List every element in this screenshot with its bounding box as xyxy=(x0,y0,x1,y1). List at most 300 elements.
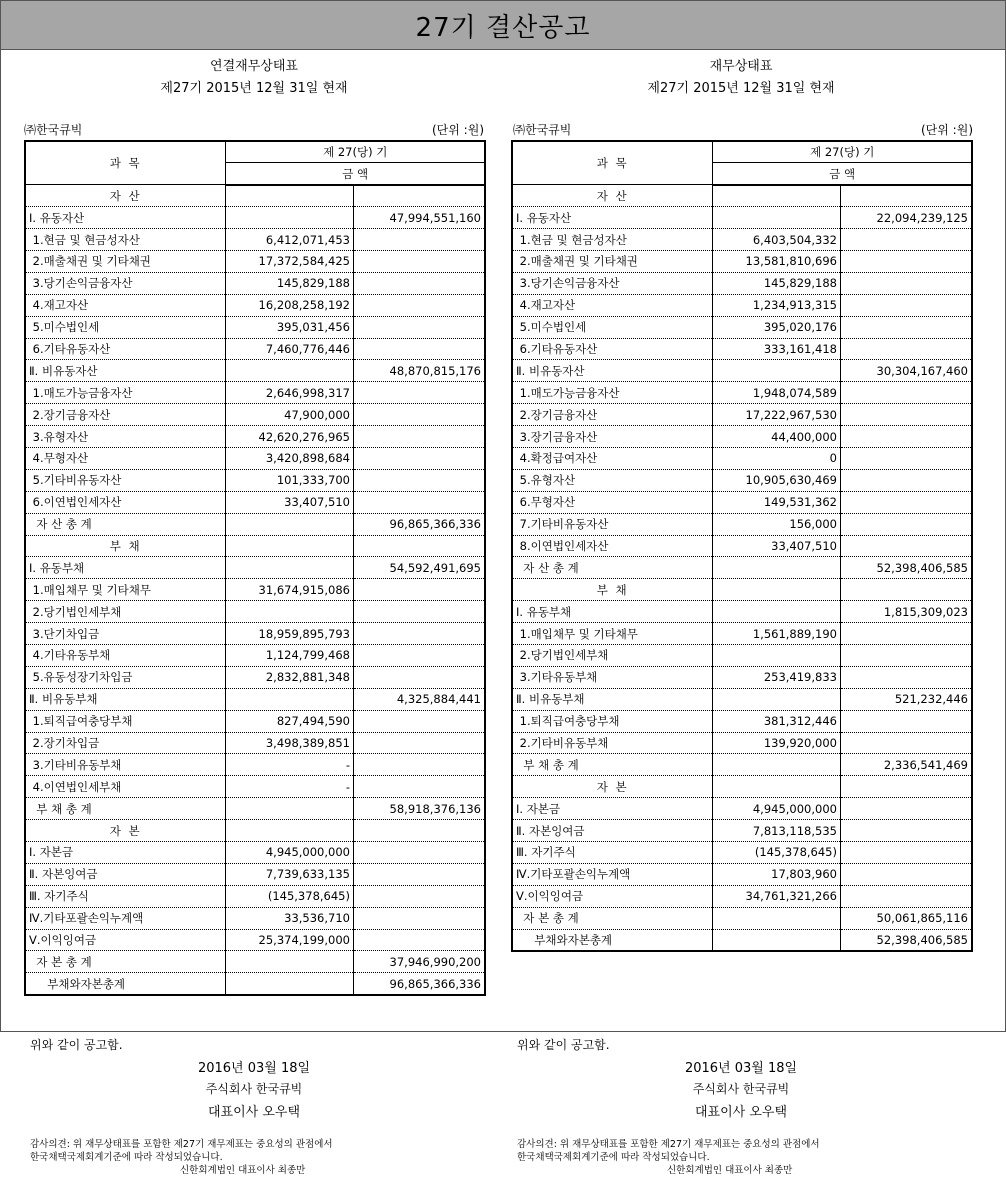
item-amount-cell: 145,829,188 xyxy=(226,272,354,294)
total-amount-cell xyxy=(840,820,972,842)
item-amount-cell: 34,761,321,266 xyxy=(713,885,841,907)
total-amount-cell: 96,865,366,336 xyxy=(353,513,485,535)
total-amount-cell: 96,865,366,336 xyxy=(353,973,485,995)
item-amount-cell: 17,803,960 xyxy=(713,863,841,885)
total-amount-cell: 4,325,884,441 xyxy=(353,688,485,710)
account-column-header: 과 목 xyxy=(512,141,713,185)
table-row xyxy=(512,272,972,294)
account-name-cell: 2.장기차입금 xyxy=(25,732,226,754)
item-amount-cell: 381,312,446 xyxy=(713,710,841,732)
table-row xyxy=(512,469,972,491)
total-amount-cell: 50,061,865,116 xyxy=(840,907,972,929)
left-notice-text: 위와 같이 공고함. xyxy=(30,1038,123,1052)
account-name-cell: 부 채 총 계 xyxy=(512,754,713,776)
account-name-cell: 5.미수법인세 xyxy=(512,316,713,338)
total-amount-cell: 58,918,376,136 xyxy=(353,798,485,820)
item-amount-cell xyxy=(713,776,841,798)
item-amount-cell: 42,620,276,965 xyxy=(226,426,354,448)
table-row xyxy=(512,579,972,601)
table-row xyxy=(25,316,485,338)
account-name-cell: 2.장기금융자산 xyxy=(25,404,226,426)
total-amount-cell xyxy=(840,644,972,666)
total-amount-cell xyxy=(353,754,485,776)
account-name-cell: 5.기타비유동자산 xyxy=(25,469,226,491)
item-amount-cell: 2,646,998,317 xyxy=(226,382,354,404)
account-name-cell: 자 산 xyxy=(512,185,713,207)
total-amount-cell xyxy=(353,294,485,316)
total-amount-cell: 48,870,815,176 xyxy=(353,360,485,382)
table-row xyxy=(25,513,485,535)
item-amount-cell: 3,498,389,851 xyxy=(226,732,354,754)
amount-column-header: 금 액 xyxy=(226,163,485,185)
total-amount-cell: 1,815,309,023 xyxy=(840,601,972,623)
item-amount-cell: 827,494,590 xyxy=(226,710,354,732)
auditor-signature: 신한회계법인 대표이사 최종만 xyxy=(667,1165,793,1176)
item-amount-cell: 1,561,889,190 xyxy=(713,623,841,645)
item-amount-cell: 7,460,776,446 xyxy=(226,338,354,360)
right-notice-date: 2016년 03월 18일 xyxy=(684,1061,798,1076)
table-row xyxy=(25,535,485,557)
total-amount-cell xyxy=(353,929,485,951)
total-amount-cell xyxy=(840,469,972,491)
left-statement-title: 연결재무상태표 xyxy=(210,59,298,74)
table-header-row xyxy=(512,141,972,163)
item-amount-cell: 25,374,199,000 xyxy=(226,929,354,951)
item-amount-cell: - xyxy=(226,776,354,798)
table-row xyxy=(25,294,485,316)
total-amount-cell xyxy=(353,469,485,491)
item-amount-cell xyxy=(226,820,354,842)
auditor-signature: 신한회계법인 대표이사 최종만 xyxy=(180,1165,306,1176)
table-header-row xyxy=(25,141,485,163)
table-row xyxy=(512,535,972,557)
item-amount-cell xyxy=(226,798,354,820)
left-audit-opinion xyxy=(30,1138,500,1177)
account-name-cell: Ⅰ. 자본금 xyxy=(25,842,226,864)
total-amount-cell xyxy=(840,250,972,272)
audit-line-2: 한국채택국제회계기준에 따라 작성되었습니다. xyxy=(30,1152,223,1163)
table-row xyxy=(25,710,485,732)
account-name-cell: 5.유형자산 xyxy=(512,469,713,491)
account-name-cell: Ⅴ.이익잉여금 xyxy=(25,929,226,951)
total-amount-cell xyxy=(840,272,972,294)
table-row xyxy=(512,316,972,338)
right-audit-opinion xyxy=(517,1138,987,1177)
item-amount-cell xyxy=(226,513,354,535)
total-amount-cell xyxy=(840,404,972,426)
account-name-cell: 3.당기손익금융자산 xyxy=(512,272,713,294)
item-amount-cell: 253,419,833 xyxy=(713,666,841,688)
total-amount-cell xyxy=(353,185,485,207)
total-amount-cell: 47,994,551,160 xyxy=(353,207,485,229)
right-statement-title: 재무상태표 xyxy=(709,59,773,74)
account-name-cell: 자 산 총 계 xyxy=(25,513,226,535)
table-row xyxy=(512,404,972,426)
item-amount-cell xyxy=(226,185,354,207)
table-row xyxy=(25,732,485,754)
total-amount-cell: 52,398,406,585 xyxy=(840,557,972,579)
item-amount-cell: 1,124,799,468 xyxy=(226,644,354,666)
table-row xyxy=(25,207,485,229)
total-amount-cell xyxy=(840,666,972,688)
item-amount-cell: 4,945,000,000 xyxy=(226,842,354,864)
total-amount-cell xyxy=(840,382,972,404)
item-amount-cell: 16,208,258,192 xyxy=(226,294,354,316)
item-amount-cell xyxy=(226,557,354,579)
account-name-cell: Ⅱ. 자본잉여금 xyxy=(512,820,713,842)
table-row xyxy=(512,688,972,710)
table-row xyxy=(512,820,972,842)
item-amount-cell: 33,536,710 xyxy=(226,907,354,929)
total-amount-cell xyxy=(840,776,972,798)
right-balance-sheet-table xyxy=(511,140,973,952)
item-amount-cell: 3,420,898,684 xyxy=(226,447,354,469)
period-column-header: 제 27(당) 기 xyxy=(226,141,485,163)
table-row xyxy=(25,798,485,820)
total-amount-cell: 2,336,541,469 xyxy=(840,754,972,776)
item-amount-cell xyxy=(713,644,841,666)
item-amount-cell: (145,378,645) xyxy=(226,885,354,907)
table-row xyxy=(512,644,972,666)
table-row xyxy=(25,863,485,885)
right-ceo-signature: 대표이사 오우택 xyxy=(694,1105,788,1120)
account-name-cell: 3.당기손익금융자산 xyxy=(25,272,226,294)
item-amount-cell: 33,407,510 xyxy=(226,491,354,513)
total-amount-cell xyxy=(353,316,485,338)
total-amount-cell xyxy=(353,447,485,469)
account-name-cell: Ⅳ.기타포괄손익누계액 xyxy=(25,907,226,929)
total-amount-cell xyxy=(840,842,972,864)
total-amount-cell xyxy=(840,447,972,469)
item-amount-cell: 0 xyxy=(713,447,841,469)
item-amount-cell: 333,161,418 xyxy=(713,338,841,360)
right-notice-text: 위와 같이 공고함. xyxy=(517,1038,610,1052)
audit-line-1: 감사의견: 위 재무상태표를 포함한 제27기 재무제표는 중요성의 관점에서 xyxy=(517,1139,820,1150)
total-amount-cell xyxy=(353,885,485,907)
total-amount-cell xyxy=(353,623,485,645)
table-row xyxy=(25,623,485,645)
left-unit-label: (단위 :원) xyxy=(432,123,484,137)
account-name-cell: 7.기타비유동자산 xyxy=(512,513,713,535)
account-name-cell: 4.무형자산 xyxy=(25,447,226,469)
table-row xyxy=(25,601,485,623)
account-name-cell: Ⅴ.이익잉여금 xyxy=(512,885,713,907)
audit-line-1: 감사의견: 위 재무상태표를 포함한 제27기 재무제표는 중요성의 관점에서 xyxy=(30,1139,333,1150)
total-amount-cell xyxy=(353,666,485,688)
total-amount-cell xyxy=(840,185,972,207)
account-name-cell: 6.이연법인세자산 xyxy=(25,491,226,513)
page-title: 27기 결산공고 xyxy=(415,12,591,43)
item-amount-cell xyxy=(713,907,841,929)
item-amount-cell: 17,372,584,425 xyxy=(226,250,354,272)
right-company-signature: 주식회사 한국큐빅 xyxy=(692,1082,790,1096)
audit-line-2: 한국채택국제회계기준에 따라 작성되었습니다. xyxy=(517,1152,710,1163)
table-row xyxy=(512,601,972,623)
total-amount-cell xyxy=(353,644,485,666)
item-amount-cell: 4,945,000,000 xyxy=(713,798,841,820)
account-name-cell: Ⅱ. 비유동자산 xyxy=(512,360,713,382)
account-name-cell: Ⅳ.기타포괄손익누계액 xyxy=(512,863,713,885)
total-amount-cell xyxy=(840,798,972,820)
table-row xyxy=(25,929,485,951)
item-amount-cell xyxy=(226,973,354,995)
table-row xyxy=(25,820,485,842)
total-amount-cell: 37,946,990,200 xyxy=(353,951,485,973)
total-amount-cell xyxy=(353,842,485,864)
account-name-cell: Ⅲ. 자기주식 xyxy=(512,842,713,864)
item-amount-cell: 33,407,510 xyxy=(713,535,841,557)
total-amount-cell xyxy=(353,382,485,404)
account-name-cell: 6.기타유동자산 xyxy=(25,338,226,360)
item-amount-cell: 13,581,810,696 xyxy=(713,250,841,272)
table-row xyxy=(512,842,972,864)
table-row xyxy=(25,688,485,710)
account-name-cell: 4.재고자산 xyxy=(25,294,226,316)
item-amount-cell: 145,829,188 xyxy=(713,272,841,294)
account-name-cell: 3.장기금융자산 xyxy=(512,426,713,448)
table-row xyxy=(25,338,485,360)
account-name-cell: Ⅱ. 비유동부채 xyxy=(512,688,713,710)
account-name-cell: 4.이연법인세부채 xyxy=(25,776,226,798)
account-name-cell: 4.확정급여자산 xyxy=(512,447,713,469)
table-row xyxy=(25,272,485,294)
account-name-cell: Ⅰ. 유동부채 xyxy=(512,601,713,623)
account-name-cell: 3.유형자산 xyxy=(25,426,226,448)
right-unit-label: (단위 :원) xyxy=(921,123,973,137)
table-row xyxy=(512,447,972,469)
table-row xyxy=(512,513,972,535)
table-row xyxy=(512,885,972,907)
account-name-cell: 부 채 xyxy=(25,535,226,557)
account-name-cell: 1.매도가능금융자산 xyxy=(25,382,226,404)
item-amount-cell xyxy=(713,557,841,579)
left-company-line xyxy=(24,121,486,138)
table-row xyxy=(512,929,972,951)
item-amount-cell xyxy=(226,207,354,229)
total-amount-cell xyxy=(840,710,972,732)
item-amount-cell: 6,403,504,332 xyxy=(713,229,841,251)
table-row xyxy=(25,776,485,798)
account-name-cell: 8.이연법인세자산 xyxy=(512,535,713,557)
account-name-cell: 자 본 총 계 xyxy=(512,907,713,929)
table-row xyxy=(25,382,485,404)
left-statement-date: 제27기 2015년 12월 31일 현재 xyxy=(160,81,348,96)
item-amount-cell xyxy=(713,688,841,710)
item-amount-cell: 139,920,000 xyxy=(713,732,841,754)
total-amount-cell xyxy=(840,863,972,885)
total-amount-cell xyxy=(353,907,485,929)
item-amount-cell: - xyxy=(226,754,354,776)
account-name-cell: Ⅲ. 자기주식 xyxy=(25,885,226,907)
table-row xyxy=(25,185,485,207)
account-name-cell: 3.기타유동부채 xyxy=(512,666,713,688)
table-row xyxy=(25,885,485,907)
item-amount-cell xyxy=(226,688,354,710)
total-amount-cell: 22,094,239,125 xyxy=(840,207,972,229)
table-row xyxy=(512,666,972,688)
total-amount-cell xyxy=(840,229,972,251)
item-amount-cell xyxy=(713,601,841,623)
total-amount-cell: 52,398,406,585 xyxy=(840,929,972,951)
account-name-cell: 1.매입채무 및 기타채무 xyxy=(25,579,226,601)
item-amount-cell: 7,739,633,135 xyxy=(226,863,354,885)
total-amount-cell xyxy=(353,732,485,754)
account-name-cell: Ⅰ. 자본금 xyxy=(512,798,713,820)
total-amount-cell xyxy=(353,272,485,294)
table-row xyxy=(512,426,972,448)
table-row xyxy=(25,973,485,995)
left-company-name: ㈜한국큐빅 xyxy=(24,123,83,137)
total-amount-cell xyxy=(840,294,972,316)
left-company-signature: 주식회사 한국큐빅 xyxy=(205,1082,303,1096)
total-amount-cell xyxy=(840,535,972,557)
notice-header xyxy=(0,0,1006,50)
account-name-cell: 자 본 xyxy=(512,776,713,798)
table-row xyxy=(512,732,972,754)
table-row xyxy=(512,863,972,885)
item-amount-cell: 2,832,881,348 xyxy=(226,666,354,688)
table-row xyxy=(512,250,972,272)
account-name-cell: 3.단기차입금 xyxy=(25,623,226,645)
account-name-cell: 1.현금 및 현금성자산 xyxy=(512,229,713,251)
table-row xyxy=(512,207,972,229)
table-row xyxy=(512,754,972,776)
total-amount-cell xyxy=(840,426,972,448)
total-amount-cell xyxy=(840,316,972,338)
table-row xyxy=(512,338,972,360)
item-amount-cell xyxy=(226,535,354,557)
account-name-cell: 5.유동성장기차입금 xyxy=(25,666,226,688)
total-amount-cell xyxy=(840,885,972,907)
total-amount-cell xyxy=(840,623,972,645)
item-amount-cell: 17,222,967,530 xyxy=(713,404,841,426)
account-name-cell: 6.무형자산 xyxy=(512,491,713,513)
account-name-cell: 2.장기금융자산 xyxy=(512,404,713,426)
total-amount-cell xyxy=(353,579,485,601)
table-row xyxy=(512,907,972,929)
account-name-cell: Ⅰ. 유동부채 xyxy=(25,557,226,579)
total-amount-cell xyxy=(353,776,485,798)
account-name-cell: 1.매도가능금융자산 xyxy=(512,382,713,404)
account-name-cell: 4.기타유동부채 xyxy=(25,644,226,666)
total-amount-cell xyxy=(840,338,972,360)
item-amount-cell: 1,234,913,315 xyxy=(713,294,841,316)
total-amount-cell xyxy=(353,491,485,513)
total-amount-cell: 521,232,446 xyxy=(840,688,972,710)
account-name-cell: 부채와자본총계 xyxy=(25,973,226,995)
account-name-cell: 부채와자본총계 xyxy=(512,929,713,951)
item-amount-cell: (145,378,645) xyxy=(713,842,841,864)
table-row xyxy=(25,360,485,382)
table-row xyxy=(25,229,485,251)
account-name-cell: 1.퇴직급여충당부채 xyxy=(25,710,226,732)
item-amount-cell: 31,674,915,086 xyxy=(226,579,354,601)
total-amount-cell xyxy=(353,426,485,448)
table-row xyxy=(25,469,485,491)
total-amount-cell xyxy=(353,863,485,885)
right-statement-date: 제27기 2015년 12월 31일 현재 xyxy=(647,81,835,96)
table-row xyxy=(25,404,485,426)
item-amount-cell xyxy=(226,360,354,382)
left-balance-sheet-table xyxy=(24,140,486,996)
table-row xyxy=(512,491,972,513)
item-amount-cell: 47,900,000 xyxy=(226,404,354,426)
table-row xyxy=(25,557,485,579)
item-amount-cell xyxy=(713,754,841,776)
total-amount-cell xyxy=(353,338,485,360)
account-name-cell: 1.퇴직급여충당부채 xyxy=(512,710,713,732)
account-name-cell: 4.재고자산 xyxy=(512,294,713,316)
item-amount-cell xyxy=(226,951,354,973)
account-name-cell: 3.기타비유동부채 xyxy=(25,754,226,776)
table-row xyxy=(512,382,972,404)
table-row xyxy=(25,491,485,513)
total-amount-cell xyxy=(353,710,485,732)
item-amount-cell: 101,333,700 xyxy=(226,469,354,491)
right-company-name: ㈜한국큐빅 xyxy=(513,123,572,137)
table-row xyxy=(512,557,972,579)
item-amount-cell: 395,020,176 xyxy=(713,316,841,338)
total-amount-cell xyxy=(353,820,485,842)
item-amount-cell xyxy=(713,207,841,229)
account-name-cell: 2.당기법인세부채 xyxy=(25,601,226,623)
total-amount-cell xyxy=(353,601,485,623)
item-amount-cell xyxy=(226,601,354,623)
right-company-line xyxy=(513,121,975,138)
account-name-cell: 6.기타유동자산 xyxy=(512,338,713,360)
table-row xyxy=(512,710,972,732)
item-amount-cell: 156,000 xyxy=(713,513,841,535)
account-name-cell: Ⅰ. 유동자산 xyxy=(512,207,713,229)
account-name-cell: 2.매출채권 및 기타채권 xyxy=(512,250,713,272)
account-name-cell: 5.미수법인세 xyxy=(25,316,226,338)
table-row xyxy=(512,798,972,820)
account-name-cell: Ⅱ. 자본잉여금 xyxy=(25,863,226,885)
left-notice-date: 2016년 03월 18일 xyxy=(197,1061,311,1076)
item-amount-cell: 10,905,630,469 xyxy=(713,469,841,491)
amount-column-header: 금 액 xyxy=(713,163,972,185)
account-name-cell: 자 산 총 계 xyxy=(512,557,713,579)
table-row xyxy=(25,907,485,929)
total-amount-cell xyxy=(840,491,972,513)
account-name-cell: 부 채 xyxy=(512,579,713,601)
table-row xyxy=(25,666,485,688)
item-amount-cell xyxy=(713,579,841,601)
total-amount-cell xyxy=(353,404,485,426)
account-name-cell: 2.당기법인세부채 xyxy=(512,644,713,666)
account-name-cell: 2.매출채권 및 기타채권 xyxy=(25,250,226,272)
table-row xyxy=(512,623,972,645)
account-name-cell: 2.기타비유동부채 xyxy=(512,732,713,754)
total-amount-cell xyxy=(353,250,485,272)
item-amount-cell: 149,531,362 xyxy=(713,491,841,513)
total-amount-cell xyxy=(353,229,485,251)
table-row xyxy=(25,426,485,448)
item-amount-cell: 18,959,895,793 xyxy=(226,623,354,645)
table-row xyxy=(25,951,485,973)
item-amount-cell: 395,031,456 xyxy=(226,316,354,338)
item-amount-cell xyxy=(713,929,841,951)
item-amount-cell xyxy=(713,185,841,207)
total-amount-cell xyxy=(840,513,972,535)
table-row xyxy=(25,447,485,469)
total-amount-cell xyxy=(353,535,485,557)
total-amount-cell xyxy=(840,732,972,754)
account-column-header: 과 목 xyxy=(25,141,226,185)
table-row xyxy=(25,842,485,864)
item-amount-cell: 1,948,074,589 xyxy=(713,382,841,404)
account-name-cell: Ⅰ. 유동자산 xyxy=(25,207,226,229)
